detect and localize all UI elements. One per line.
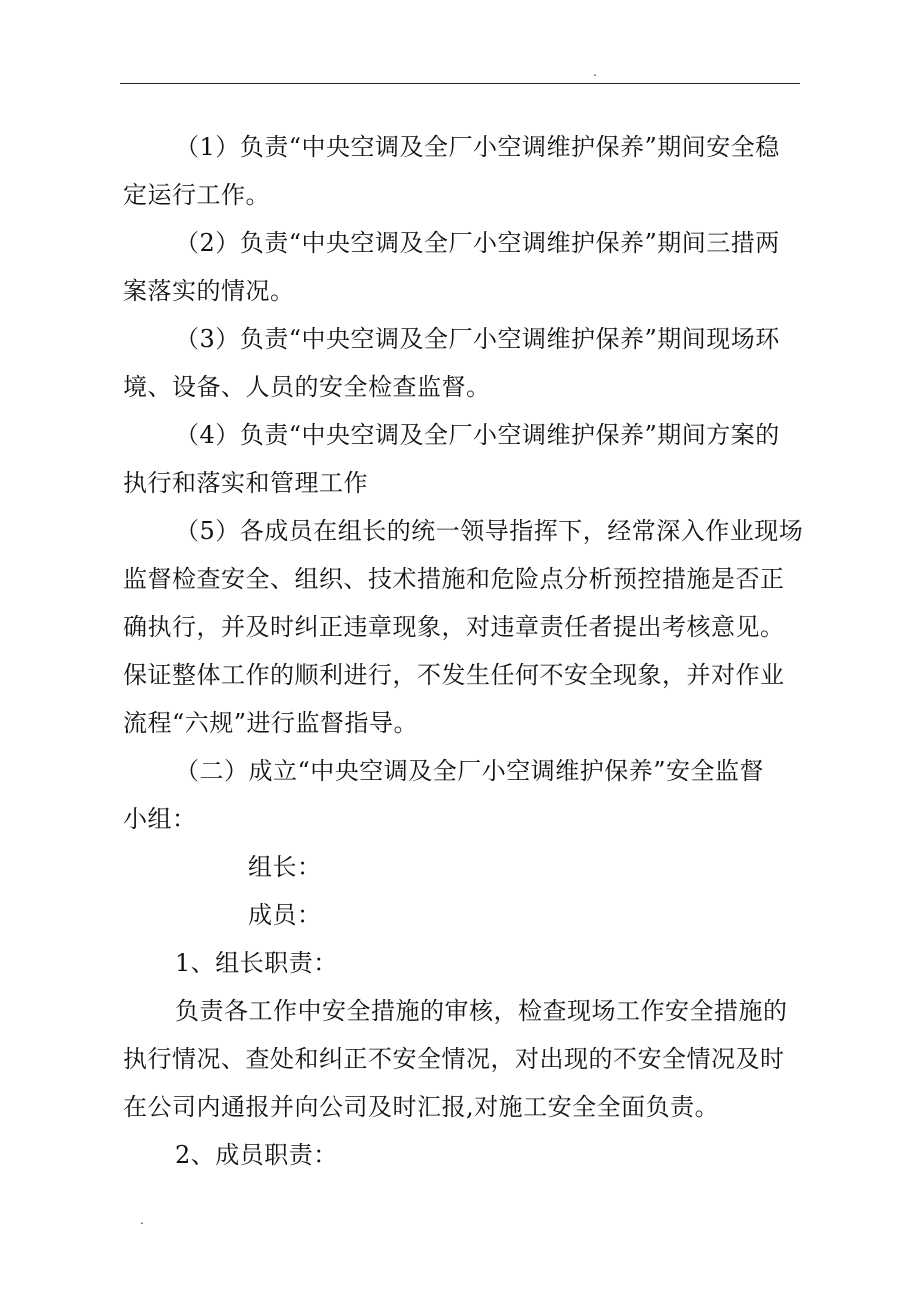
paragraph-line: 确执行，并及时纠正违章现象，对违章责任者提出考核意见。	[123, 613, 785, 641]
group-leader-label: 组长：	[248, 853, 322, 881]
paragraph-line: 执行情况、查处和纠正不安全情况，对出现的不安全情况及时	[123, 1045, 785, 1073]
paragraph-line: （4）负责“中央空调及全厂小空调维护保养”期间方案的	[175, 421, 780, 449]
paragraph-line: （1）负责“中央空调及全厂小空调维护保养”期间安全稳	[175, 133, 780, 161]
section-heading-line: 小组：	[123, 805, 197, 833]
footer-dot: .	[140, 1213, 144, 1227]
paragraph-line: 监督检查安全、组织、技术措施和危险点分析预控措施是否正	[123, 565, 785, 593]
paragraph-line: （5）各成员在组长的统一领导指挥下，经常深入作业现场	[175, 517, 804, 545]
subheading-line: 2、成员职责：	[175, 1141, 338, 1169]
header-dot: .	[593, 65, 597, 79]
paragraph-line: 执行和落实和管理工作	[123, 469, 368, 497]
paragraph-line: （3）负责“中央空调及全厂小空调维护保养”期间现场环	[175, 325, 780, 353]
paragraph-line: 案落实的情况。	[123, 277, 295, 305]
paragraph-line: 流程“六规”进行监督指导。	[123, 709, 419, 737]
paragraph-line: （2）负责“中央空调及全厂小空调维护保养”期间三措两	[175, 229, 780, 257]
paragraph-line: 保证整体工作的顺利进行，不发生任何不安全现象，并对作业	[123, 661, 785, 689]
paragraph-line: 负责各工作中安全措施的审核，检查现场工作安全措施的	[175, 997, 788, 1025]
paragraph-line: 在公司内通报并向公司及时汇报,对施工安全全面负责。	[123, 1093, 720, 1121]
group-members-label: 成员：	[248, 901, 322, 929]
paragraph-line: 境、设备、人员的安全检查监督。	[123, 373, 491, 401]
paragraph-line: 定运行工作。	[123, 181, 270, 209]
header-rule	[120, 83, 800, 84]
subheading-line: 1、组长职责：	[175, 949, 338, 977]
section-heading-line: （二）成立“中央空调及全厂小空调维护保养”安全监督	[175, 757, 765, 785]
